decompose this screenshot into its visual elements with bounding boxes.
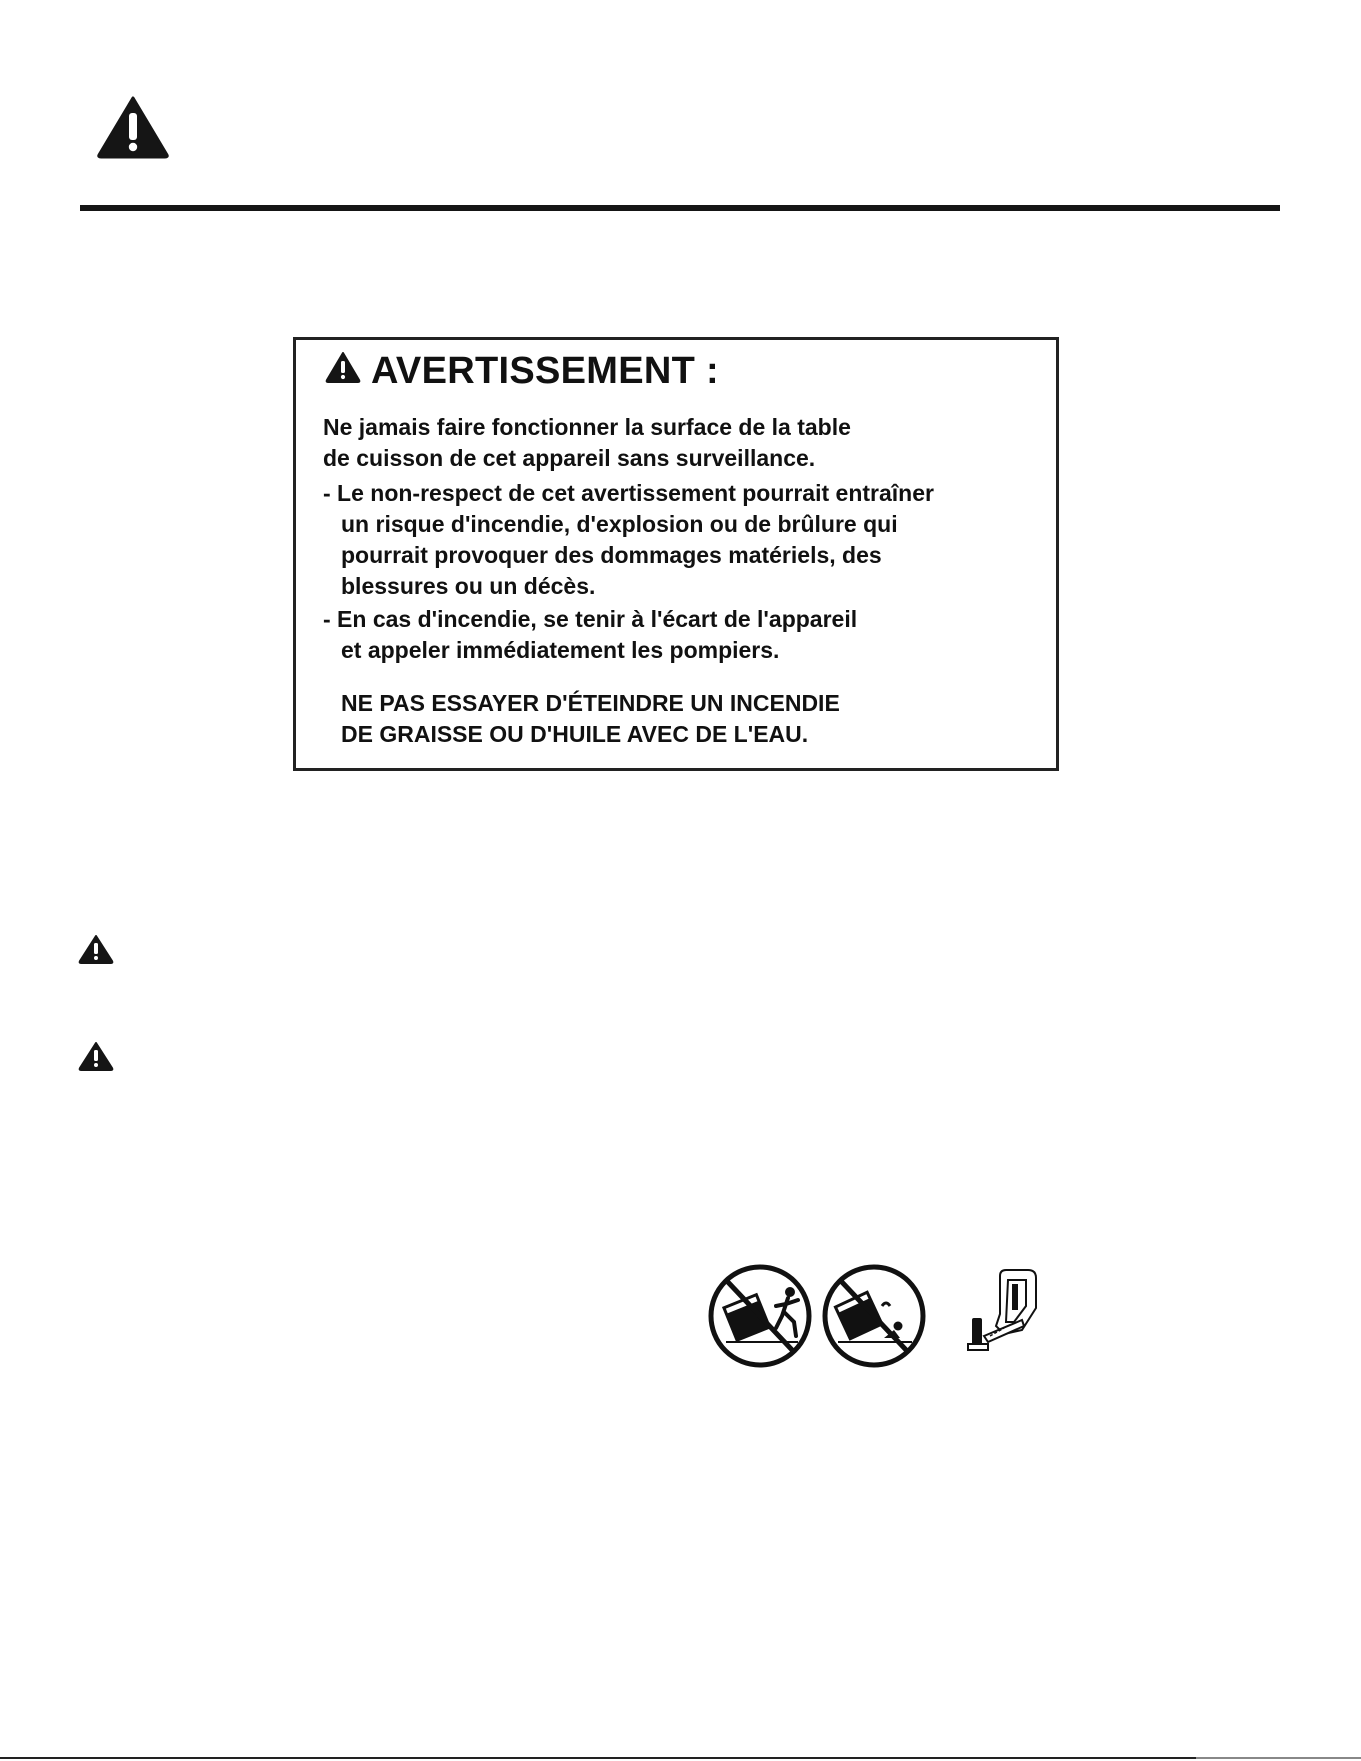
warning-title-text: AVERTISSEMENT : — [371, 350, 719, 392]
bullet-line: et appeler immédiatement les pompiers. — [341, 637, 780, 663]
warning-triangle-icon — [325, 350, 361, 393]
warning-box — [293, 337, 1059, 771]
warning-intro-line: de cuisson de cet appareil sans surveillance. — [323, 445, 816, 471]
no-tip-over-child-icon — [825, 1267, 923, 1365]
anti-tip-bracket-icon — [968, 1270, 1036, 1350]
warning-intro-line: Ne jamais faire fonctionner la surface de la table — [323, 414, 851, 440]
bullet-line: un risque d'incendie, d'explosion ou de brûlure qui — [341, 511, 898, 537]
footer-rule-right — [1196, 1757, 1361, 1759]
warning-triangle-icon — [78, 1041, 114, 1071]
warning-bullet-2 — [323, 604, 857, 666]
warning-caps-notice — [341, 688, 840, 750]
bullet-line: - Le non-respect de cet avertissement pourrait entraîner — [323, 480, 934, 506]
no-tip-over-adult-icon — [711, 1267, 809, 1365]
bullet-line: - En cas d'incendie, se tenir à l'écart de l'appareil — [323, 606, 858, 632]
caps-line: NE PAS ESSAYER D'ÉTEINDRE UN INCENDIE — [341, 690, 840, 716]
bullet-line: blessures ou un décès. — [341, 573, 596, 599]
warning-triangle-icon — [78, 934, 114, 964]
anti-tip-pictograms — [706, 1262, 1046, 1370]
warning-intro — [323, 412, 851, 474]
warning-box-title — [325, 350, 719, 393]
warning-triangle-icon — [96, 95, 170, 159]
footer-rule — [0, 1757, 1361, 1759]
warning-bullet-1 — [323, 478, 934, 602]
bullet-line: pourrait provoquer des dommages matériels, des — [341, 542, 882, 568]
header-rule — [80, 205, 1280, 211]
caps-line: DE GRAISSE OU D'HUILE AVEC DE L'EAU. — [341, 721, 809, 747]
